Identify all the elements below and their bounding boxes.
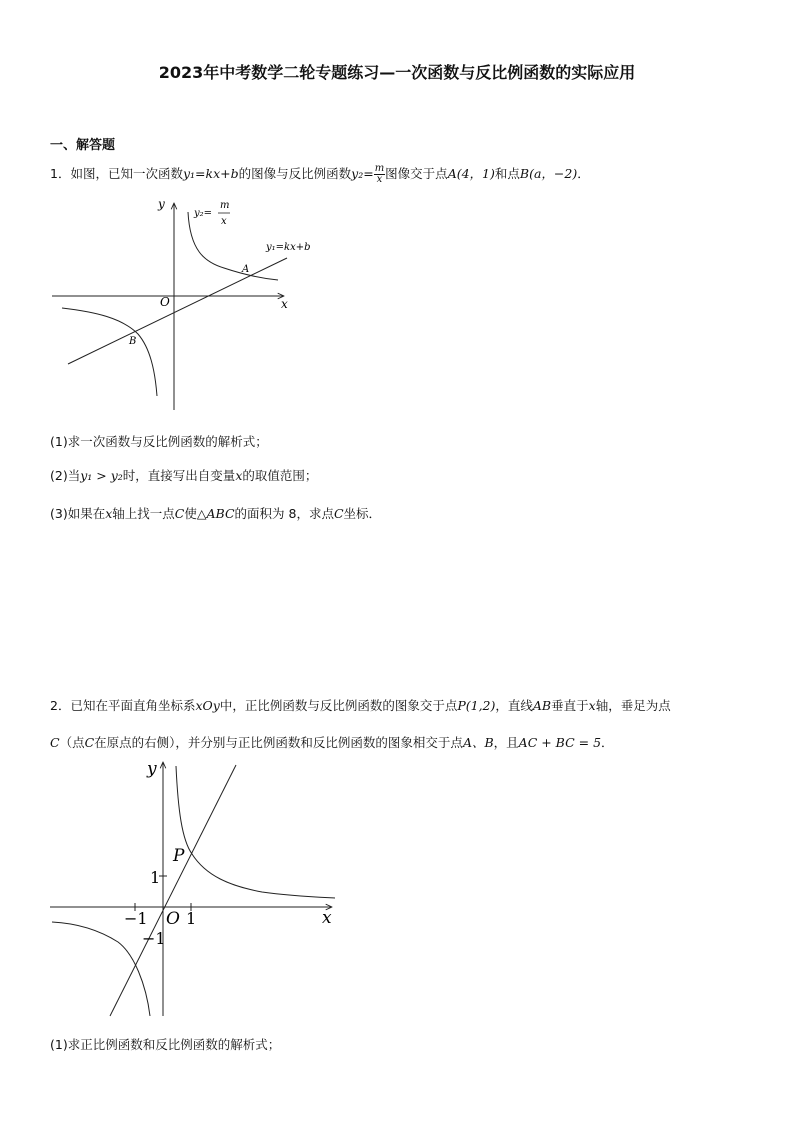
q1-stem-c: 图像交于点 — [385, 166, 448, 181]
q1-sub3-d: 使 — [184, 506, 197, 521]
q1-sub2-inequality: y₁ > y₂ — [80, 468, 123, 483]
q2-tick-label-y1: 1 — [150, 868, 161, 887]
q2-line1-c: ，直线 — [495, 698, 533, 713]
q1-sub2-b: 时，直接写出自变量 — [122, 468, 236, 483]
q1-y2-label-denominator: x — [221, 216, 227, 227]
q2-y-label: y — [147, 759, 157, 779]
q2-line2-end: ． — [601, 735, 614, 750]
q2-line1-a: 已知在平面直角坐标系 — [70, 698, 196, 713]
q1-sub3-x: x — [105, 506, 113, 521]
q2-x-var: x — [588, 698, 596, 713]
q1-y1-label: y₁=kx+b — [266, 242, 311, 253]
q2-line1-d: 垂直于 — [551, 698, 589, 713]
q1-y2-label: y₂= — [194, 208, 213, 219]
q1-y-label: y — [158, 197, 165, 211]
q2-x-label: x — [322, 908, 332, 928]
q1-point-b-label: B — [129, 336, 137, 347]
q1-sub1: (1)求一次函数与反比例函数的解析式； — [50, 434, 268, 449]
q2-line-ab: AB — [532, 698, 552, 713]
q1-sub3-f: 坐标． — [343, 506, 382, 521]
q2-line2-d: ，且 — [493, 735, 519, 750]
q1-sub3-triangle: △ABC — [196, 506, 235, 521]
q1-sub3-a: (3)如果在 — [50, 506, 106, 521]
q2-number: 2． — [50, 698, 71, 713]
q2-hyperbola-upper — [176, 766, 335, 898]
q2-origin-label: O — [166, 909, 180, 929]
q1-y2-label-numerator: m — [220, 200, 230, 211]
q1-origin-label: O — [160, 295, 170, 309]
q2-tick-label-x1: 1 — [186, 909, 197, 928]
q1-sub2-c: 的取值范围； — [242, 468, 318, 483]
q2-sub1: (1)求正比例函数和反比例函数的解析式； — [50, 1037, 281, 1052]
q2-line1-b: 中，正比例函数与反比例函数的图象交于点 — [219, 698, 458, 713]
q1-stem-a: 如图，已知一次函数 — [70, 166, 183, 181]
q1-sub3-point-c2: C — [333, 506, 344, 521]
q1-point-a-label: A — [242, 264, 250, 275]
q1-sub2-variable: x — [235, 468, 243, 483]
q1-sub3-point-c: C — [174, 506, 185, 521]
q2-line1-e: 轴，垂足为点 — [595, 698, 671, 713]
q1-y2-lhs: y₂= — [351, 166, 374, 181]
q2-equation: AC + BC = 5 — [518, 735, 602, 750]
q2-point-p-label: P — [173, 846, 185, 866]
q1-stem-b: 的图像与反比例函数 — [238, 166, 352, 181]
q1-x-label: x — [281, 297, 288, 311]
q2-hyperbola-lower — [52, 922, 150, 1016]
q1-point-a: A(4，1) — [447, 166, 495, 181]
q2-point-c: C — [50, 735, 60, 750]
q1-number: 1． — [50, 166, 71, 181]
q2-line2-b: 在原点的右侧），并分别与正比例函数和反比例函数的图象相交于点 — [94, 735, 463, 750]
q2-tick-label-yneg1: −1 — [142, 929, 166, 948]
q1-fraction-denominator: x — [376, 174, 383, 185]
q1-stem-end: ． — [577, 166, 590, 181]
section-heading: 一、解答题 — [50, 138, 116, 153]
q1-sub3-b: 轴上找一点 — [112, 506, 175, 521]
q1-fraction-numerator: m — [374, 163, 385, 174]
q2-points-ab: A、B — [462, 735, 494, 750]
q1-point-b: B(a，−2) — [519, 166, 578, 181]
q2-point-c2: C — [84, 735, 95, 750]
q2-tick-label-xneg1: −1 — [124, 909, 148, 928]
q2-line2-a: （点 — [59, 735, 85, 750]
q1-stem-d: 和点 — [494, 166, 520, 181]
q1-sub2-a: (2)当 — [50, 468, 81, 483]
page-title: 2023年中考数学二轮专题练习—一次函数与反比例函数的实际应用 — [158, 63, 636, 82]
q1-y1-expression: y₁=kx+b — [182, 166, 239, 181]
q2-xoy: xOy — [195, 698, 220, 713]
q2-proportional-line — [110, 765, 236, 1016]
q2-point-p: P(1,2) — [457, 698, 496, 713]
q1-sub3-e: 的面积为 8，求点 — [234, 506, 334, 521]
